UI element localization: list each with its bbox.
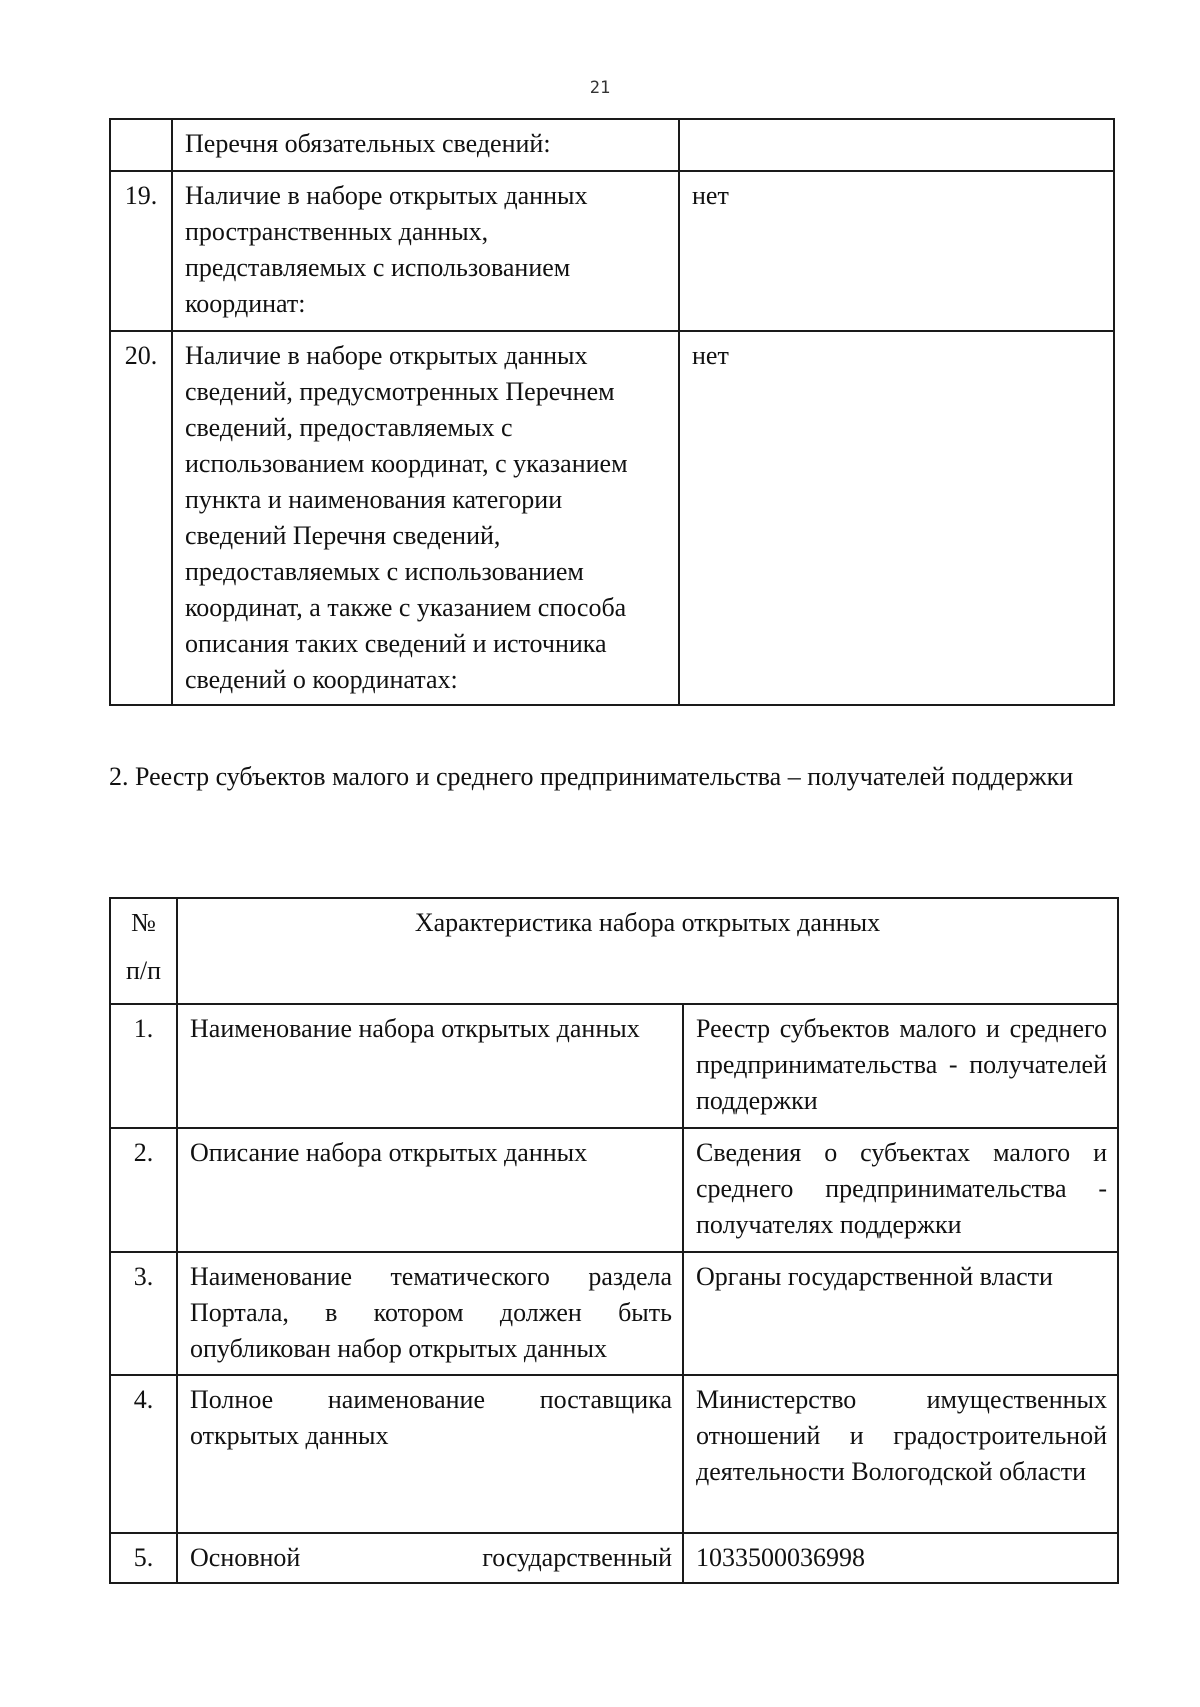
row-label: Наименование тематического раздела Портала, в котором должен быть опубликован набор открытых данных [177, 1252, 683, 1375]
row-number: 20. [110, 331, 172, 705]
row-label: Полное наименование поставщика открытых данных [177, 1375, 683, 1533]
row-number: 5. [110, 1533, 177, 1583]
page-number: 21 [589, 78, 611, 98]
row-value: Министерство имущественных отношений и градостроительной деятельности Вологодской области [683, 1375, 1118, 1533]
row-label: Наличие в наборе открытых данных сведений, предусмотренных Перечнем сведений, предоставляемых с использованием координат, с указанием пункта и наименования категории сведений Перечня сведений, предоставляемых с использованием координат, а также с указанием способа описания таких сведений и источника сведений о координатах: [172, 331, 679, 705]
row-value: 1033500036998 [683, 1533, 1118, 1583]
row-value: нет [679, 171, 1114, 331]
row-value: нет [679, 331, 1114, 705]
header-number-cell [110, 898, 177, 1004]
row-label: Наличие в наборе открытых данных пространственных данных, представляемых с использованием координат: [172, 171, 679, 331]
table-header-row [110, 898, 1118, 1004]
table-row [110, 331, 1114, 705]
row-number: 2. [110, 1128, 177, 1252]
row-number [110, 119, 172, 171]
row-value: Сведения о субъектах малого и среднего предпринимательства - получателях поддержки [683, 1128, 1118, 1252]
table-row [110, 119, 1114, 171]
row-value: Реестр субъектов малого и среднего предпринимательства - получателей поддержки [683, 1004, 1118, 1128]
open-data-table-continued [109, 118, 1115, 706]
header-title: Характеристика набора открытых данных [177, 898, 1118, 1004]
open-data-characteristics-table [109, 897, 1119, 1584]
table-row [110, 1252, 1118, 1375]
table-row [110, 1375, 1118, 1533]
row-label: Описание набора открытых данных [177, 1128, 683, 1252]
table-row [110, 1128, 1118, 1252]
row-value: Органы государственной власти [683, 1252, 1118, 1375]
table-row [110, 1004, 1118, 1128]
row-number: 3. [110, 1252, 177, 1375]
row-value [679, 119, 1114, 171]
row-label: Наименование набора открытых данных [177, 1004, 683, 1128]
row-label: Перечня обязательных сведений: [172, 119, 679, 171]
section-title: 2. Реестр субъектов малого и среднего предпринимательства – получателей поддержки [109, 762, 1074, 791]
table-row [110, 1533, 1118, 1583]
row-label: Основной государственный [177, 1533, 683, 1583]
row-number: 4. [110, 1375, 177, 1533]
header-number-symbol: № [131, 908, 156, 937]
row-number: 1. [110, 1004, 177, 1128]
table-row [110, 171, 1114, 331]
row-number: 19. [110, 171, 172, 331]
header-number-abbrev: п/п [125, 956, 162, 985]
